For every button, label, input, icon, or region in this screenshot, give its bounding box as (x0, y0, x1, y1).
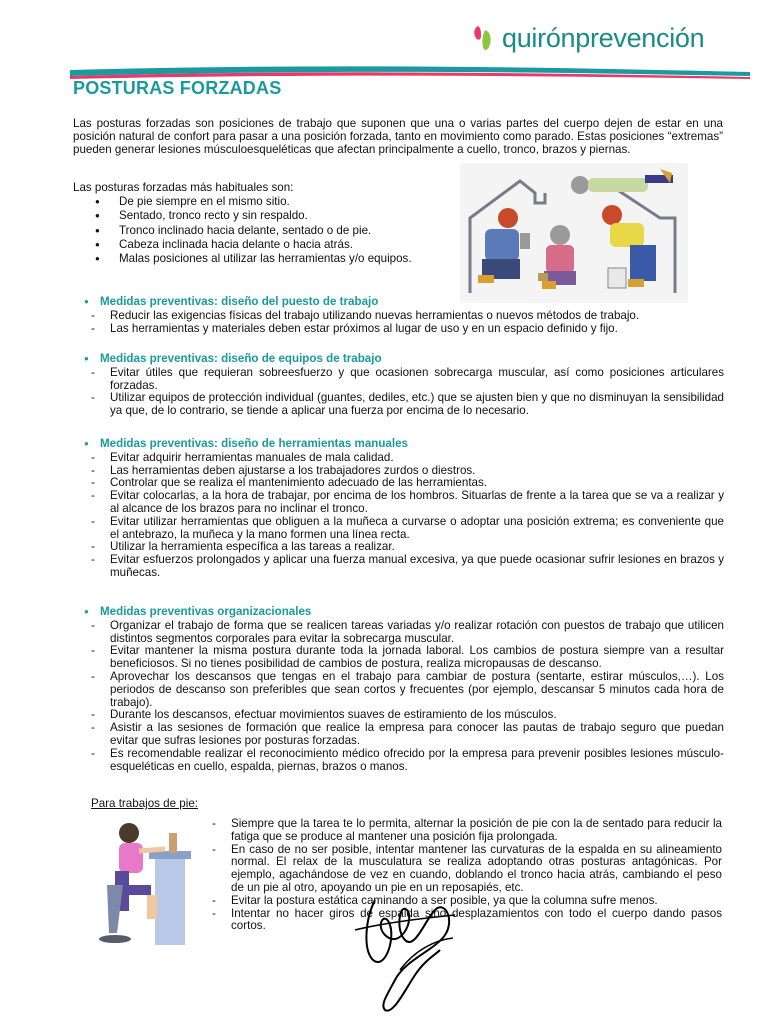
list-item: - Organizar el trabajo de forma que se realicen tareas variadas y/o realizar rotación con puestos de trabajo que utilicen distintos segmentos corporales para evitar la sobrecarga muscular. (84, 620, 724, 646)
standing-worker-illustration (95, 815, 195, 947)
workers-illustration (460, 163, 688, 303)
list-item: ● Malas posiciones al utilizar las herramientas y/o equipos. (95, 252, 412, 266)
list-item: - Evitar esfuerzos prolongados y aplicar una fuerza manual excesiva, ya que puede ocasionar sufrir lesiones en brazos y muñecas. (84, 554, 724, 580)
section-heading: ● Medidas preventivas: diseño del puesto de trabajo (84, 296, 724, 309)
list-item: - Durante los descansos, efectuar movimientos suaves de estiramiento de los músculos. (84, 709, 724, 722)
list-item: - Controlar que se realiza el mantenimiento adecuado de las herramientas. (84, 477, 724, 490)
section-equipment-design (84, 353, 724, 418)
list-item: - Las herramientas deben ajustarse a los trabajadores zurdos o diestros. (84, 465, 724, 478)
list-item: - Reducir las exigencias físicas del trabajo utilizando nuevas herramientas o nuevos métodos de trabajo. (84, 310, 724, 323)
list-item: ● Sentado, tronco recto y sin respaldo. (95, 209, 412, 223)
page-title: POSTURAS FORZADAS (73, 78, 282, 98)
list-item: - Evitar mantener la misma postura durante toda la jornada laboral. Los cambios de postura siempre van a resultar beneficiosos. Si no tienes posibilidad de cambios de postura, realiza micropausas de descanso. (84, 645, 724, 671)
page-header (0, 0, 768, 90)
section-hand-tools-design (84, 438, 724, 580)
list-item: - Asistir a las sesiones de formación que realice la empresa para conocer las pautas de trabajo seguro que puedan evitar que sufras lesiones por posturas forzadas. (84, 722, 724, 748)
list-item: - Las herramientas y materiales deben estar próximos al lugar de uso y en un espacio definido y fijo. (84, 323, 724, 336)
list-item: - En caso de no ser posible, intentar mantener las curvaturas de la espalda en su alineamiento normal. El relax de la musculatura se realiza adoptando otras posturas antagónicas. Por ejemplo, agachándose de vez en cuando, doblando el tronco hacia atrás, cambiando el peso de un pie al otro, apoyando un pie en un reposapiés, etc. (212, 844, 722, 895)
standing-work-heading: Para trabajos de pie: (91, 797, 198, 810)
brand-name-part1: quirón (502, 22, 576, 53)
common-postures-list (95, 195, 412, 266)
list-item: - Evitar colocarlas, a la hora de trabajar, por encima de los hombros. Situarlas de frente a la tarea que se va a realizar y al alcance de los brazos para no inclinar el tronco. (84, 490, 724, 516)
brand-mark-icon (472, 22, 498, 54)
list-item: - Intentar no hacer giros de espalda sino desplazamientos con todo el cuerpo dando pasos cortos. (212, 908, 722, 934)
section-organizational (84, 606, 724, 773)
list-item: ● Tronco inclinado hacia delante, sentado o de pie. (95, 224, 412, 238)
list-item: - Evitar la postura estática caminando a ser posible, ya que la columna sufre menos. (212, 895, 722, 908)
section-workplace-design (84, 296, 724, 335)
section-heading: ● Medidas preventivas organizacionales (84, 606, 724, 619)
list-item: - Aprovechar los descansos que tengas en el trabajo para cambiar de postura (sentarte, estirar músculos,…). Los periodos de descanso son preferibles que sean cortos y frecuentes (por ejemplo, descansar 5 minutos cada hora de trabajo). (84, 671, 724, 709)
list-item: - Utilizar la herramienta específica a las tareas a realizar. (84, 541, 724, 554)
list-item: ● De pie siempre en el mismo sitio. (95, 195, 412, 209)
list-item: - Es recomendable realizar el reconocimiento médico ofrecido por la empresa para prevenir posibles lesiones músculo-esqueléticas en cuello, espalda, piernas, brazos o manos. (84, 748, 724, 774)
intro-paragraph: Las posturas forzadas son posiciones de trabajo que suponen que una o varias partes del cuerpo dejen de estar en una posición natural de confort para pasar a una posición forzada, tanto en movimiento como parado. Estas posiciones “extremas” pueden generar lesiones músculoesqueléticas que afectan principalmente a cuello, tronco, brazos y piernas. (73, 117, 723, 156)
handwritten-signature (345, 880, 465, 1015)
list-item: - Siempre que la tarea te lo permita, alternar la posición de pie con la de sentado para reducir la fatiga que se produce al mantener una posición fija prolongada. (212, 818, 722, 844)
section-heading: ● Medidas preventivas: diseño de herramientas manuales (84, 438, 724, 451)
brand-logo (472, 20, 704, 56)
list-item: - Evitar útiles que requieran sobreesfuerzo y que ocasionen sobrecarga muscular, así como posiciones articulares forzadas. (84, 367, 724, 393)
standing-work-list-container (212, 818, 722, 933)
list-item: - Evitar utilizar herramientas que obliguen a la muñeca a curvarse o adoptar una posición extrema; es conveniente que el antebrazo, la muñeca y la mano formen una línea recta. (84, 516, 724, 542)
list-item: - Evitar adquirir herramientas manuales de mala calidad. (84, 452, 724, 465)
common-postures-lead: Las posturas forzadas más habituales son: (73, 181, 294, 194)
brand-name-part2: prevención (575, 22, 705, 53)
list-item: - Utilizar equipos de protección individual (guantes, dediles, etc.) que se ajusten bien y que no disminuyan la sensibilidad ya que, de lo contrario, se tiende a aplicar una fuerza por encima de lo necesario. (84, 392, 724, 418)
list-item: ● Cabeza inclinada hacia delante o hacia atrás. (95, 238, 412, 252)
section-heading: ● Medidas preventivas: diseño de equipos de trabajo (84, 353, 724, 366)
